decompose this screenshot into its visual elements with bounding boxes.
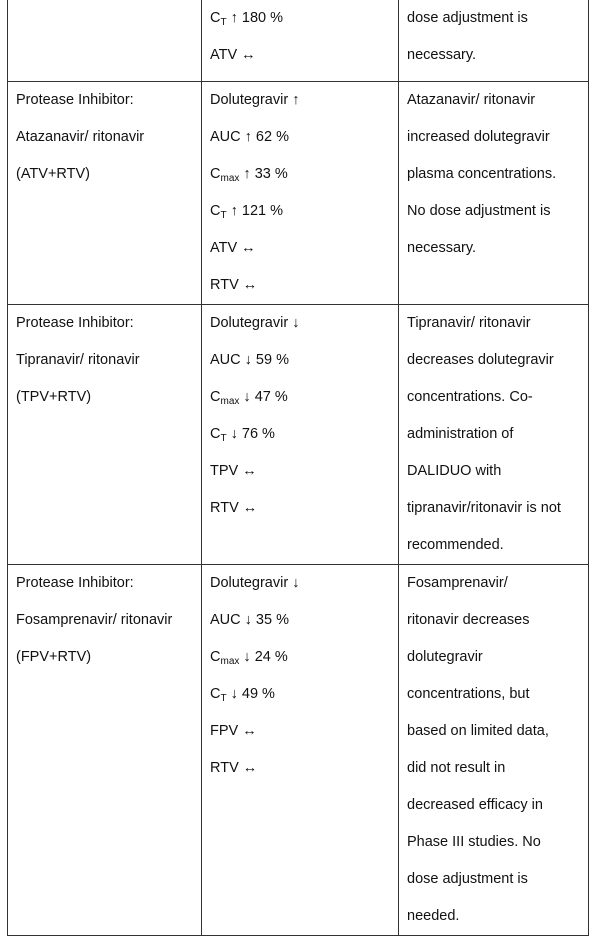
- recommendation-line: dose adjustment is: [407, 10, 528, 26]
- recommendation-line: No dose adjustment is: [407, 203, 551, 219]
- drug-line: Tipranavir/ ritonavir: [16, 352, 140, 368]
- drug-line: Protease Inhibitor:: [16, 315, 134, 331]
- effect-line: $C_{max}$ ↓ 24 %: [210, 649, 288, 667]
- recommendation-line: ritonavir decreases: [407, 612, 530, 628]
- effect-line: Dolutegravir ↑: [210, 92, 300, 108]
- recommendation-line: did not result in: [407, 760, 506, 776]
- effect-line: ATV ↔: [210, 47, 256, 63]
- effect-line: Dolutegravir ↓: [210, 575, 300, 591]
- recommendation-line: decreases dolutegravir: [407, 352, 554, 368]
- effect-line: Dolutegravir ↓: [210, 315, 300, 331]
- recommendation-line: concentrations, but: [407, 686, 530, 702]
- drug-line: Atazanavir/ ritonavir: [16, 129, 145, 145]
- recommendation-line: dose adjustment is: [407, 871, 528, 887]
- recommendation-line: plasma concentrations.: [407, 166, 557, 182]
- interacting-drug-cell: [8, 565, 202, 936]
- recommendation-line: tipranavir/ritonavir is not: [407, 500, 561, 516]
- recommendation-line: Phase III studies. No: [407, 834, 541, 850]
- effect-line: $C_T$ ↓ 76 %: [210, 426, 275, 444]
- drug-line: (ATV+RTV): [16, 166, 90, 182]
- effect-cell: [202, 82, 399, 305]
- effect-line: RTV ↔: [210, 277, 258, 293]
- drug-interaction-table: [7, 0, 589, 936]
- effect-line: TPV ↔: [210, 463, 257, 479]
- recommendation-line: needed.: [407, 908, 460, 924]
- effect-line: AUC ↑ 62 %: [210, 129, 289, 145]
- table-row: [8, 305, 589, 565]
- effect-line: $C_T$ ↓ 49 %: [210, 686, 275, 704]
- recommendation-line: DALIDUO with: [407, 463, 502, 479]
- effect-line: FPV ↔: [210, 723, 257, 739]
- recommendation-line: necessary.: [407, 240, 477, 256]
- recommendation-line: recommended.: [407, 537, 504, 553]
- recommendation-line: Fosamprenavir/: [407, 575, 508, 591]
- recommendation-cell: [399, 305, 589, 565]
- drug-line: Protease Inhibitor:: [16, 92, 134, 108]
- recommendation-line: Tipranavir/ ritonavir: [407, 315, 531, 331]
- recommendation-cell: [399, 82, 589, 305]
- recommendation-line: decreased efficacy in: [407, 797, 543, 813]
- recommendation-line: concentrations. Co-: [407, 389, 533, 405]
- table-row: [8, 82, 589, 305]
- table-row: [8, 565, 589, 936]
- drug-line: Protease Inhibitor:: [16, 575, 134, 591]
- drug-line: (FPV+RTV): [16, 649, 92, 665]
- effect-line: RTV ↔: [210, 500, 258, 516]
- table-row: [8, 0, 589, 82]
- effect-line: AUC ↓ 35 %: [210, 612, 289, 628]
- interacting-drug-cell: [8, 0, 202, 82]
- recommendation-line: increased dolutegravir: [407, 129, 550, 145]
- drug-line: (TPV+RTV): [16, 389, 92, 405]
- recommendation-line: necessary.: [407, 47, 477, 63]
- recommendation-cell: [399, 565, 589, 936]
- recommendation-line: based on limited data,: [407, 723, 549, 739]
- recommendation-line: Atazanavir/ ritonavir: [407, 92, 536, 108]
- recommendation-line: dolutegravir: [407, 649, 483, 665]
- effect-cell: [202, 0, 399, 82]
- effect-cell: [202, 565, 399, 936]
- effect-line: $C_T$ ↑ 121 %: [210, 203, 284, 221]
- effect-line: AUC ↓ 59 %: [210, 352, 289, 368]
- effect-cell: [202, 305, 399, 565]
- interacting-drug-cell: [8, 305, 202, 565]
- recommendation-line: administration of: [407, 426, 514, 442]
- effect-line: ATV ↔: [210, 240, 256, 256]
- effect-line: $C_{max}$ ↓ 47 %: [210, 389, 288, 407]
- effect-line: $C_{max}$ ↑ 33 %: [210, 166, 288, 184]
- interacting-drug-cell: [8, 82, 202, 305]
- recommendation-cell: [399, 0, 589, 82]
- effect-line: RTV ↔: [210, 760, 258, 776]
- drug-line: Fosamprenavir/ ritonavir: [16, 612, 173, 628]
- effect-line: $C_T$ ↑ 180 %: [210, 10, 284, 28]
